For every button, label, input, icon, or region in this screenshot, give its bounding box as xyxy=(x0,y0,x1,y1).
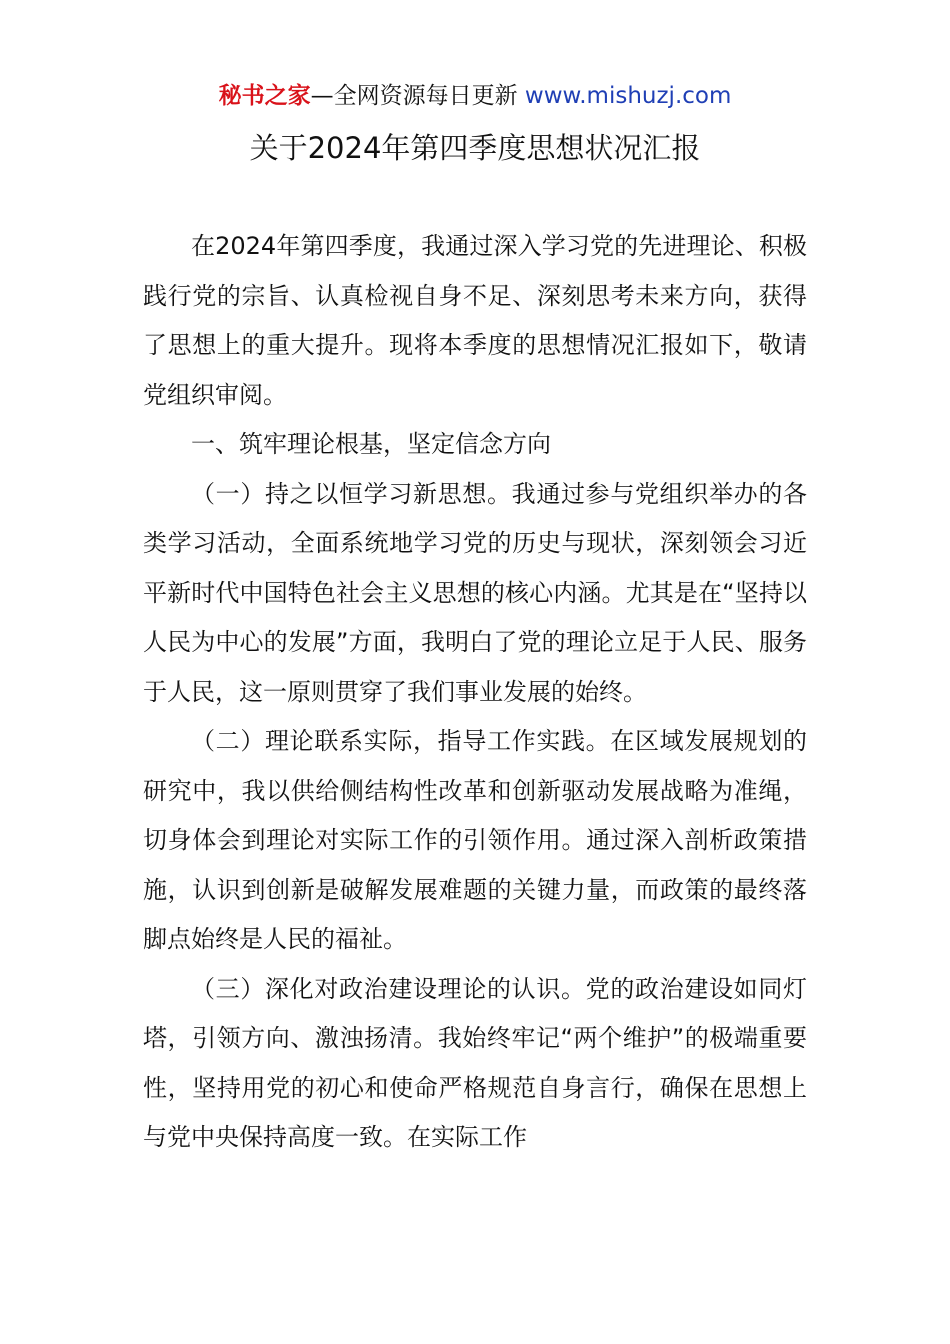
body-paragraph: （三）深化对政治建设理论的认识。党的政治建设如同灯塔，引领方向、激浊扬清。我始终牢记“两个维护”的极端重要性，坚持用党的初心和使命严格规范自身言行，确保在思想上与党中央保持高度一致。在实际工作 xyxy=(143,974,807,1151)
document-title: 关于2024年第四季度思想状况汇报 xyxy=(249,131,701,165)
body-paragraph: （一）持之以恒学习新思想。我通过参与党组织举办的各类学习活动，全面系统地学习党的历史与现状，深刻领会习近平新时代中国特色社会主义思想的核心内涵。尤其是在“坚持以人民为中心的发展”方面，我明白了党的理论立足于人民、服务于人民，这一原则贯穿了我们事业发展的始终。 xyxy=(143,479,807,706)
document-body xyxy=(143,222,807,1163)
site-header xyxy=(0,80,950,112)
intro-paragraph: 在2024年第四季度，我通过深入学习党的先进理论、积极践行党的宗旨、认真检视自身不足、深刻思考未来方向，获得了思想上的重大提升。现将本季度的思想情况汇报如下，敬请党组织审阅。 xyxy=(143,232,807,409)
brand-name: 秘书之家 xyxy=(218,83,311,109)
header-tagline: —全网资源每日更新 xyxy=(310,83,518,109)
body-paragraph: （二）理论联系实际，指导工作实践。在区域发展规划的研究中，我以供给侧结构性改革和创新驱动发展战略为准绳，切身体会到理论对实际工作的引领作用。通过深入剖析政策措施，认识到创新是破解发展难题的关键力量，而政策的最终落脚点始终是人民的福祉。 xyxy=(143,727,807,953)
section-heading: 一、筑牢理论根基，坚定信念方向 xyxy=(191,430,551,458)
site-url[interactable]: www.mishuzj.com xyxy=(524,83,732,109)
